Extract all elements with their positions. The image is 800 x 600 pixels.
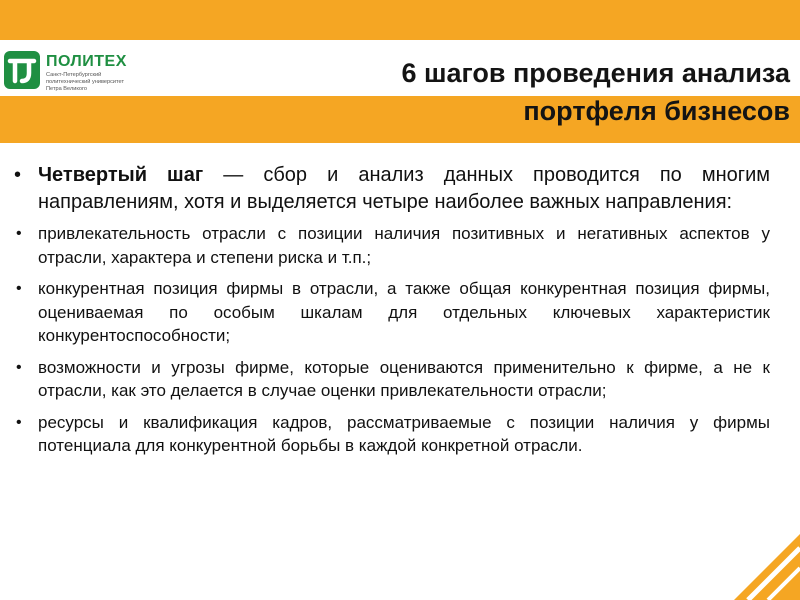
list-item xyxy=(14,277,770,348)
polytech-logo xyxy=(4,50,204,94)
list-item-text: ресурсы и квалификация кадров, рассматриваемые с позиции наличия у фирмы потенциала для конкурентной борьбы в каждой конкретной отрасли. xyxy=(38,412,770,455)
bullet-icon: • xyxy=(16,225,22,242)
slide-content xyxy=(14,162,770,466)
logo-subtitle-line: Петра Великого xyxy=(46,86,87,92)
logo-name: ПОЛИТЕХ xyxy=(46,53,127,70)
slide-title-line-1: 6 шагов проведения анализа xyxy=(401,58,790,88)
bullet-icon: • xyxy=(16,280,22,297)
corner-decoration xyxy=(734,534,800,600)
slide-title xyxy=(401,54,790,130)
logo-subtitle xyxy=(46,72,166,93)
bullet-icon: • xyxy=(14,164,22,186)
list-item xyxy=(14,356,770,403)
top-orange-band xyxy=(0,0,800,40)
slide-title-line-2: портфеля бизнесов xyxy=(523,96,790,126)
list-item-text: возможности и угрозы фирме, которые оцениваются применительно к фирме, а не к отрасли, как это делается в случае оценки привлекательности отрасли; xyxy=(38,357,770,400)
main-point-text: — сбор и анализ данных проводится по многим направлениям, хотя и выделяется четыре наиболее важных направления: xyxy=(38,164,770,213)
list-item xyxy=(14,411,770,458)
logo-subtitle-line: политехнический университет xyxy=(46,79,125,85)
bullet-icon: • xyxy=(16,358,22,376)
main-point-term: Четвертый шаг xyxy=(38,164,204,186)
list-item-text: конкурентная позиция фирмы в отрасли, а также общая конкурентная позиция фирмы, оцениваемая по особым шкалам для отдельных ключевых характеристик конкурентоспособности; xyxy=(38,279,770,345)
bullet-icon: • xyxy=(16,413,22,431)
polytech-logo-icon xyxy=(4,51,40,89)
main-bullet-point xyxy=(14,162,770,216)
list-item-text: привлекательность отрасли с позиции наличия позитивных и негативных аспектов у отрасли, характера и степени риска и т.п.; xyxy=(38,224,770,267)
logo-subtitle-line: Санкт-Петербургский xyxy=(46,72,102,78)
list-item xyxy=(14,222,770,269)
